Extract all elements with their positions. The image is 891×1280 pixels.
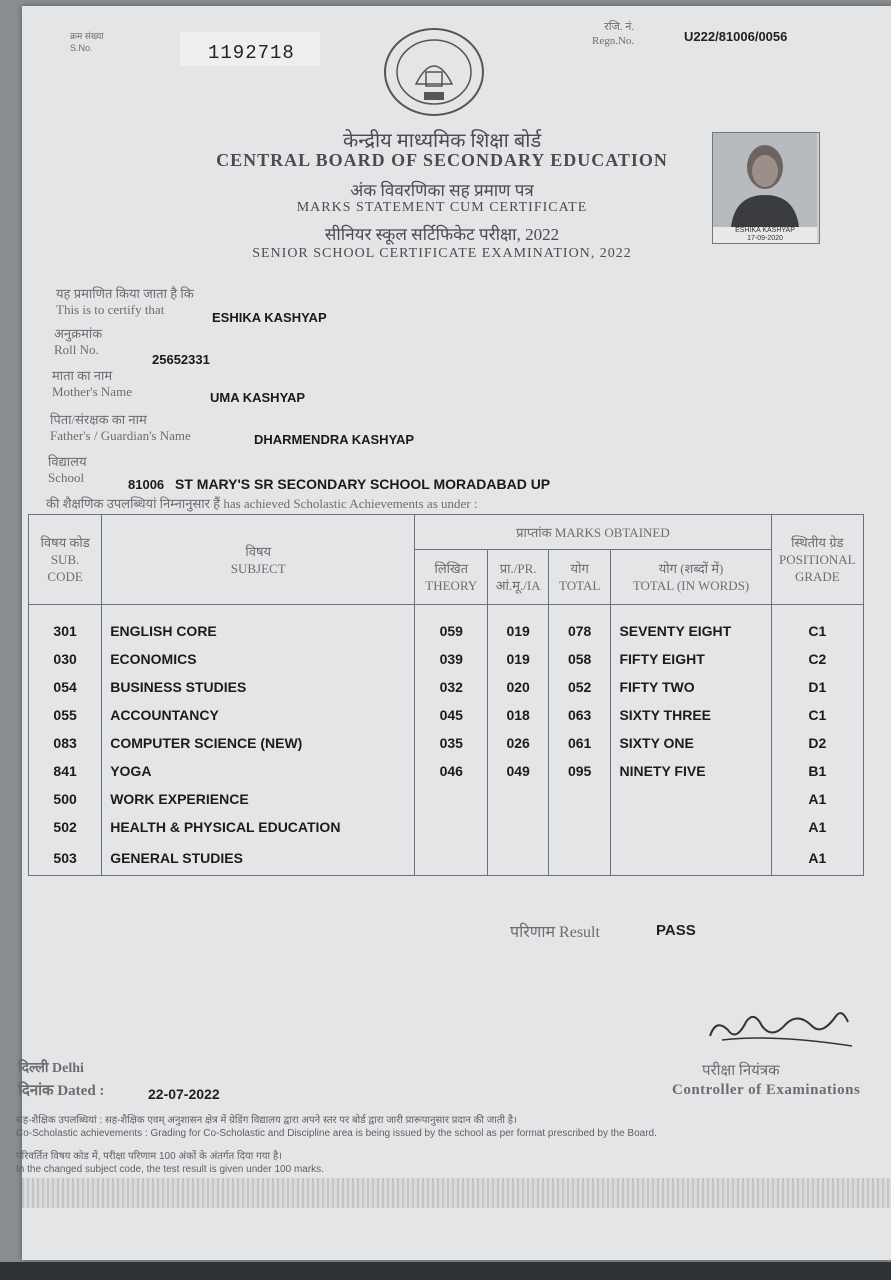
father-name: DHARMENDRA KASHYAP [254, 432, 415, 447]
photo-caption-name: ESHIKA KASHYAP [735, 227, 795, 234]
board-name-hindi: केन्द्रीय माध्यमिक शिक्षा बोर्ड [342, 130, 542, 152]
candidate-photo [712, 132, 820, 244]
roll-number: 25652331 [152, 352, 210, 367]
doc-title: MARKS STATEMENT CUM CERTIFICATE [296, 200, 588, 215]
regn-number: U222/81006/0056 [684, 29, 788, 44]
col-theory: लिखित THEORY [415, 550, 488, 605]
certificate-sheet [16, 6, 891, 1260]
exam-name: SENIOR SCHOOL CERTIFICATE EXAMINATION, 2022 [252, 246, 632, 261]
serial-label: क्रम संख्या S.No. [70, 31, 104, 53]
footnote-hindi: सह-शैक्षिक उपलब्धियां : सह-शैक्षिक एवम् अनुशासन क्षेत्र में ग्रेडिंग विद्यालय द्वारा अपने स्तर पर बोर्ड द्वारा जारी प्रारूपानुसार प्रदान की जाती है। [16, 1115, 517, 1126]
col-marks-obtained: प्राप्तांक MARKS OBTAINED [415, 515, 771, 550]
photo-caption-date: 17-09-2020 [747, 235, 783, 242]
dated-label: दिनांक Dated : [18, 1083, 105, 1099]
achievements-label: की शैक्षणिक उपलब्धियां निम्नानुसार हैं has achieved Scholastic Achievements as under : [46, 496, 478, 511]
school-code: 81006 [128, 477, 165, 492]
controller-signature [702, 996, 862, 1060]
serial-number-box [180, 32, 320, 66]
footnote-changed-subject: In the changed subject code, the test result is given under 100 marks. [16, 1164, 324, 1175]
result-value: PASS [656, 922, 696, 939]
table-row: 055 ACCOUNTANCY 045 018 063 SIXTY THREE C1 [29, 701, 864, 729]
table-row: 054 BUSINESS STUDIES 032 020 052 FIFTY TWO D1 [29, 673, 864, 701]
school-name: ST MARY'S SR SECONDARY SCHOOL MORADABAD UP [175, 476, 551, 492]
serial-number: 1192718 [208, 42, 295, 64]
marks-table [28, 514, 864, 876]
school-label: विद्यालय School [48, 454, 87, 485]
regn-label: रजि. नं. Regn.No. [592, 21, 635, 47]
certify-label: यह प्रमाणित किया जाता है कि This is to certify that [56, 286, 194, 317]
table-surface-edge [0, 1262, 891, 1280]
school-info [128, 476, 550, 492]
table-row: 503 GENERAL STUDIES A1 [29, 841, 864, 875]
issue-date: 22-07-2022 [148, 1086, 220, 1102]
col-sub-code: विषय कोड SUB. CODE [29, 515, 102, 605]
exam-name-hindi: सीनियर स्कूल सर्टिफिकेट परीक्षा, 2022 [324, 225, 560, 244]
student-name: ESHIKA KASHYAP [212, 310, 327, 325]
col-practical: प्रा./PR. आं.मू./IA [488, 550, 548, 605]
table-row: 030 ECONOMICS 039 019 058 FIFTY EIGHT C2 [29, 645, 864, 673]
col-total-words: योग (शब्दों में) TOTAL (IN WORDS) [611, 550, 771, 605]
doc-title-hindi: अंक विवरणिका सह प्रमाण पत्र [350, 181, 534, 200]
roll-no-label: अनुक्रमांक Roll No. [54, 326, 103, 357]
border-pattern [22, 1178, 891, 1208]
table-row: 301 ENGLISH CORE 059 019 078 SEVENTY EIGHT C1 [29, 605, 864, 646]
table-row: 500 WORK EXPERIENCE A1 [29, 785, 864, 813]
cbse-seal-icon [382, 26, 486, 118]
table-row: 841 YOGA 046 049 095 NINETY FIVE B1 [29, 757, 864, 785]
controller-label-hindi: परीक्षा नियंत्रक [702, 1063, 780, 1079]
controller-label: Controller of Examinations [672, 1082, 861, 1098]
board-name: CENTRAL BOARD OF SECONDARY EDUCATION [216, 150, 668, 170]
mother-name: UMA KASHYAP [210, 390, 306, 405]
col-positional-grade: स्थितीय ग्रेड POSITIONAL GRADE [771, 515, 863, 605]
col-subject: विषय SUBJECT [102, 515, 415, 605]
father-name-label: पिता/संरक्षक का नाम Father's / Guardian's Name [50, 412, 191, 443]
mother-name-label: माता का नाम Mother's Name [52, 368, 132, 399]
result-label: परिणाम Result [510, 924, 600, 941]
table-row: 083 COMPUTER SCIENCE (NEW) 035 026 061 SIXTY ONE D2 [29, 729, 864, 757]
table-row: 502 HEALTH & PHYSICAL EDUCATION A1 [29, 813, 864, 841]
footnote-coscholastic: Co-Scholastic achievements : Grading for Co-Scholastic and Discipline area is being issued by the school as per format prescribed by the Board. [16, 1128, 657, 1139]
footnote-changed-hindi: परिवर्तित विषय कोड में, परीक्षा परिणाम 100 अंकों के अंतर्गत दिया गया है। [16, 1151, 282, 1162]
place: दिल्ली Delhi [18, 1061, 84, 1076]
col-total: योग TOTAL [548, 550, 611, 605]
